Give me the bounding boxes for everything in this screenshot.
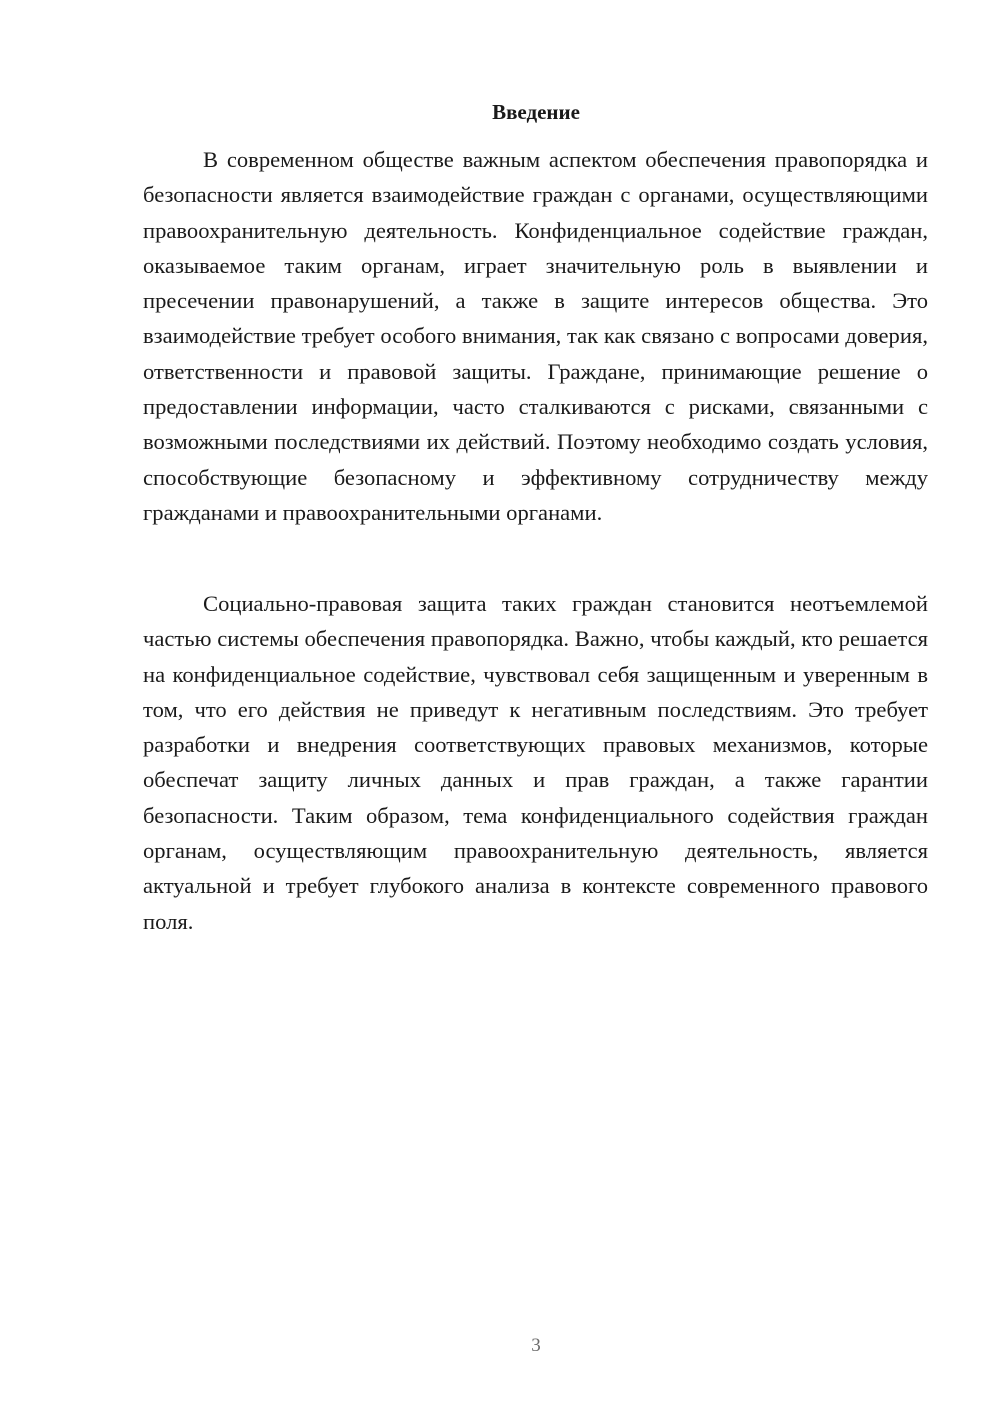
paragraph-2: Социально-правовая защита таких граждан становится неотъемлемой частью системы обеспечения правопорядка. Важно, чтобы каждый, кто решается на конфиденциальное содействие, чувствовал себя защищенным и уверенным в том, что его действия не приведут к негативным последствиям. Это требует разработки и внедрения соответствующих правовых механизмов, которые обеспечат защиту личных данных и прав граждан, а также гарантии безопасности. Таким образом, тема конфиденциального содействия граждан органам, осуществляющим правоохранительную деятельность, является актуальной и требует глубокого анализа в контексте современного правового поля. (143, 591, 928, 934)
page-number: 3 (531, 1335, 541, 1356)
paragraph-1: В современном обществе важным аспектом обеспечения правопорядка и безопасности является взаимодействие граждан с органами, осуществляющими правоохранительную деятельность. Конфиденциальное содействие граждан, оказываемое таким органам, играет значительную роль в выявлении и пресечении правонарушений, а также в защите интересов общества. Это взаимодействие требует особого внимания, так как связано с вопросами доверия, ответственности и правовой защиты. Граждане, принимающие решение о предоставлении информации, часто сталкиваются с рисками, связанными с возможными последствиями их действий. Поэтому необходимо создать условия, способствующие безопасному и эффективному сотрудничеству между гражданами и правоохранительными органами. (143, 147, 928, 525)
section-heading: Введение (492, 100, 580, 124)
